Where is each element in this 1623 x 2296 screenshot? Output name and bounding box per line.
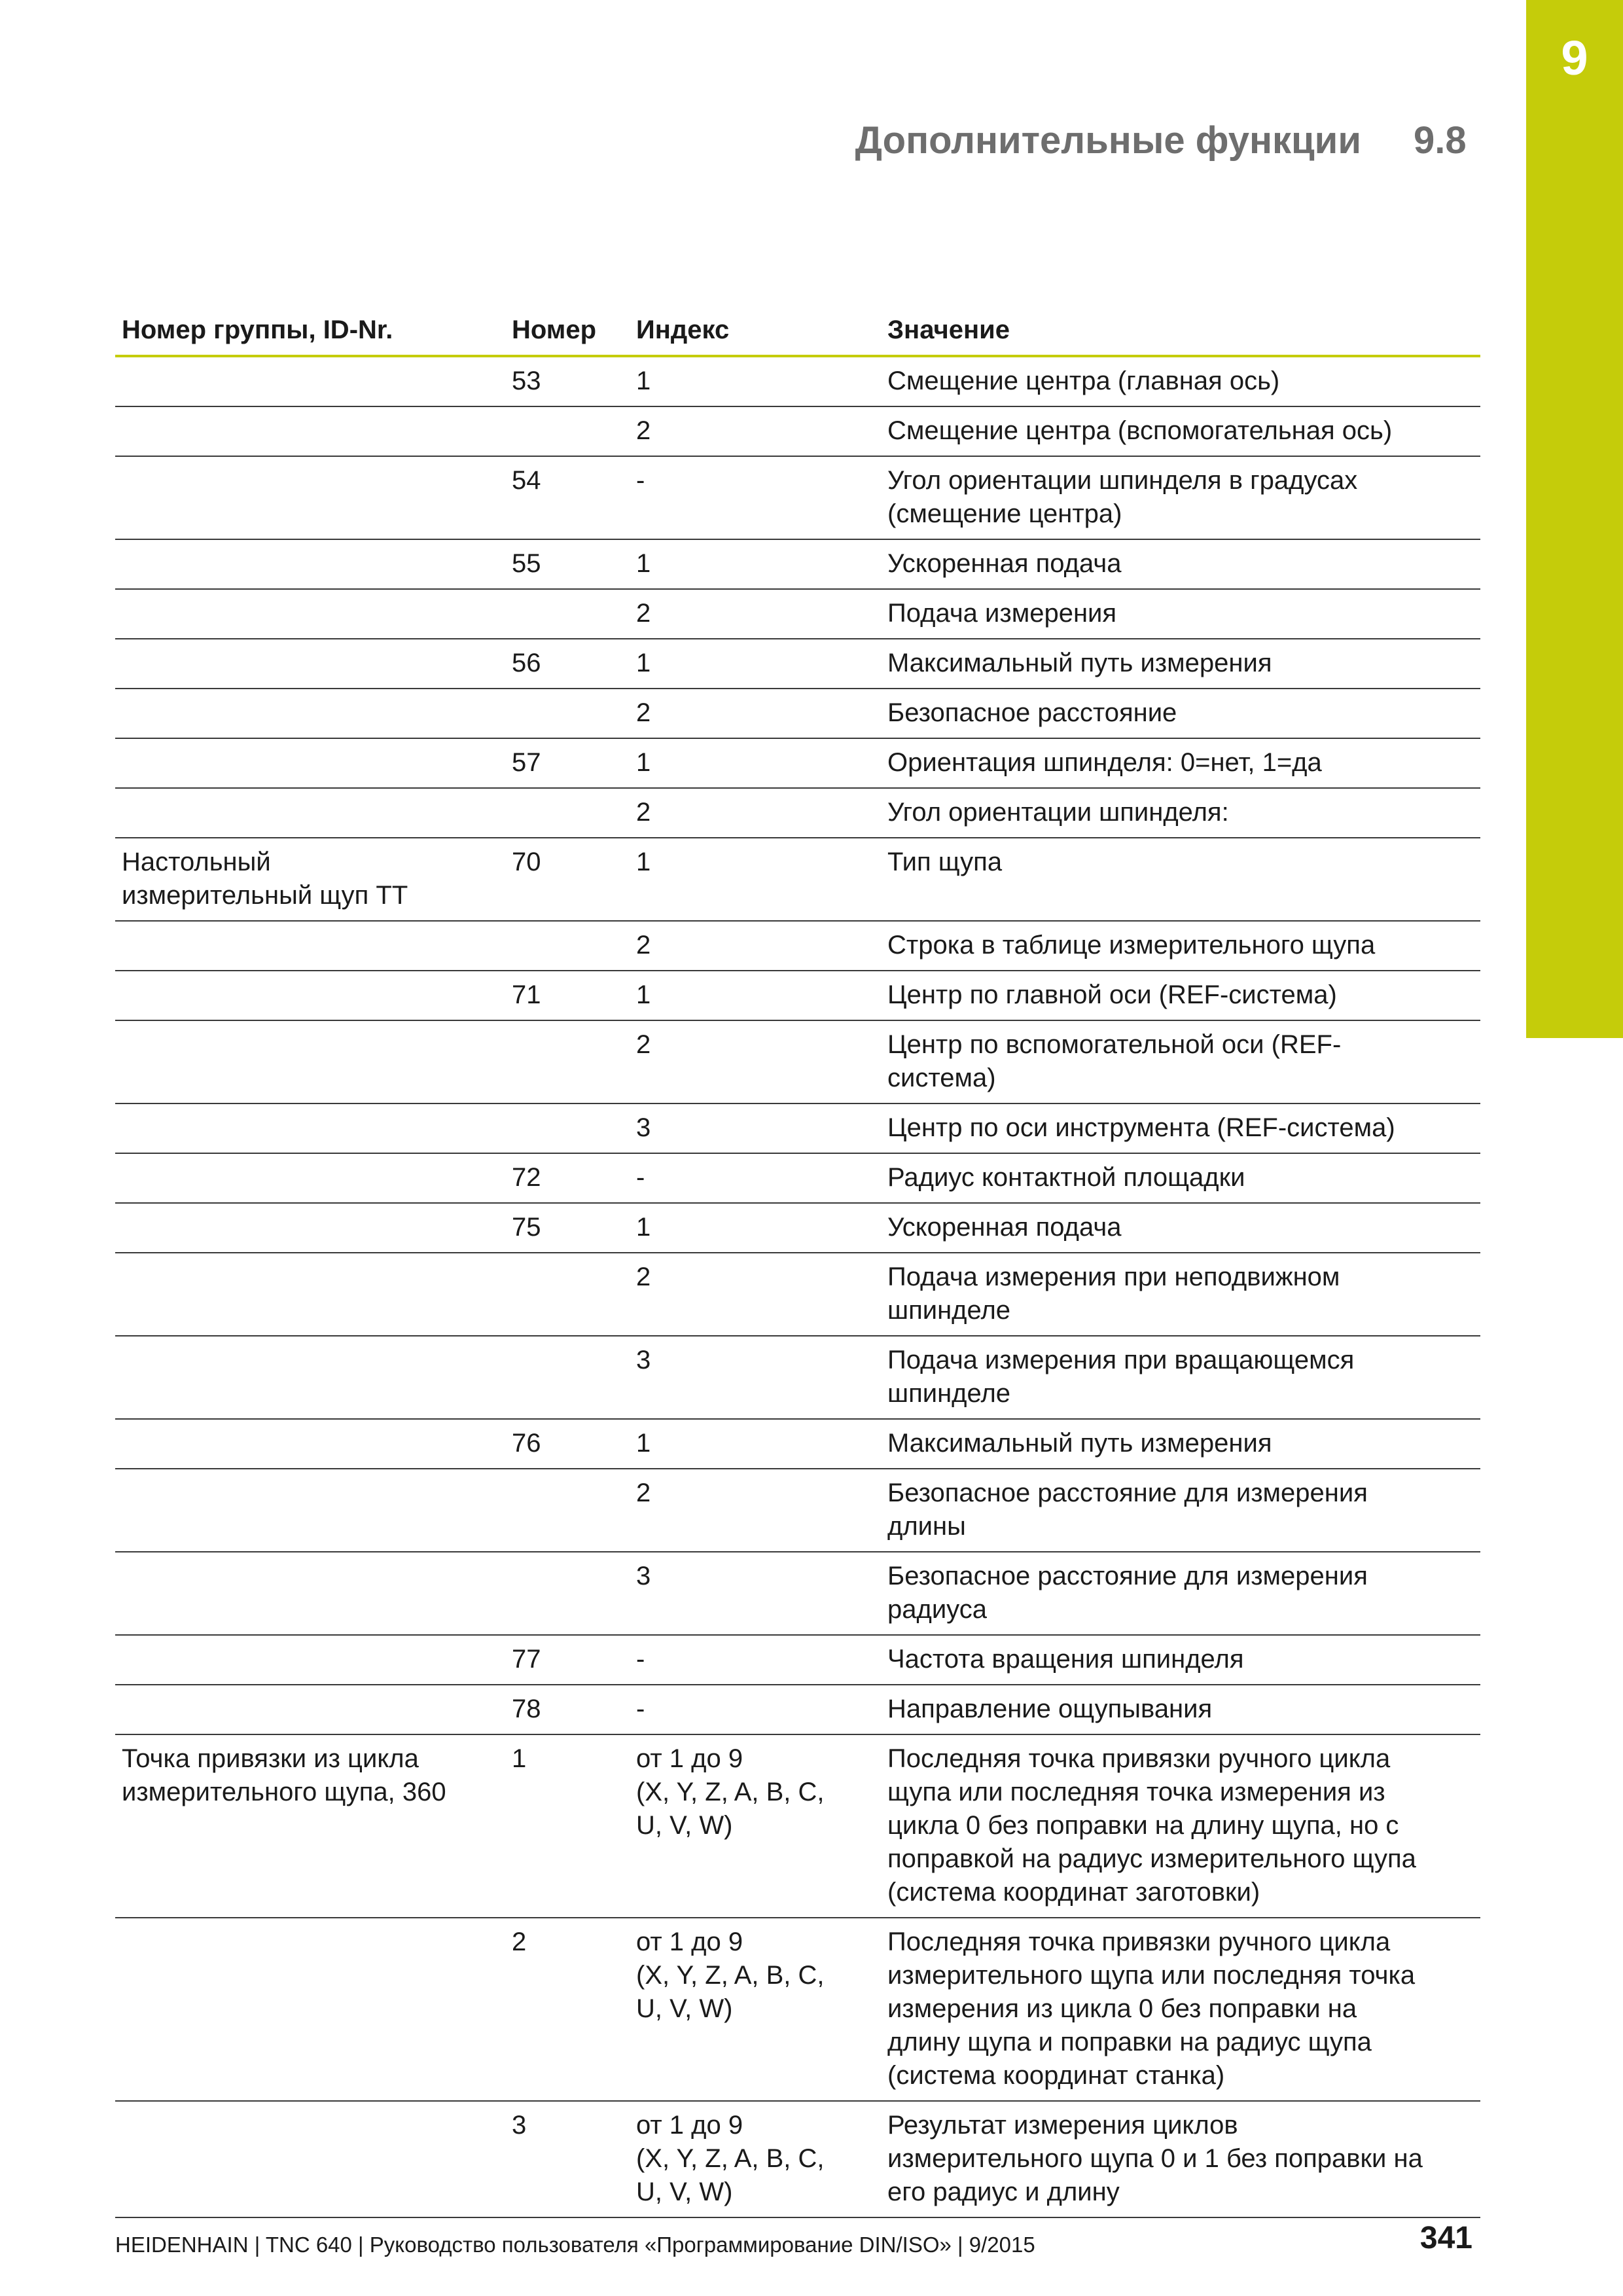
- table-row: [115, 1918, 1480, 2101]
- cell-meaning: [881, 738, 1480, 788]
- cell-index-line: -: [636, 1645, 645, 1674]
- cell-meaning-line: Направление ощупывания: [887, 1695, 1213, 1723]
- cell-meaning-line: (система координат станка): [887, 2061, 1225, 2090]
- table-row: [115, 838, 1480, 921]
- cell-index-line: 1: [636, 549, 651, 578]
- cell-meaning-line: (смещение центра): [887, 499, 1122, 528]
- cell-group: [115, 788, 505, 838]
- cell-number: 55: [505, 539, 630, 589]
- cell-index-line: 2: [636, 416, 651, 445]
- cell-meaning-line: длины: [887, 1512, 966, 1541]
- cell-number: [505, 1552, 630, 1635]
- cell-number: 1: [505, 1734, 630, 1918]
- cell-index: [630, 738, 881, 788]
- cell-index-line: 2: [636, 698, 651, 727]
- cell-meaning: [881, 689, 1480, 738]
- table-row: [115, 539, 1480, 589]
- cell-index: [630, 1635, 881, 1685]
- table-row: [115, 1685, 1480, 1734]
- cell-group: [115, 971, 505, 1020]
- cell-number: [505, 1253, 630, 1336]
- cell-group: [115, 838, 505, 921]
- cell-number: [505, 1103, 630, 1153]
- cell-index: [630, 639, 881, 689]
- cell-index-line: 2: [636, 1263, 651, 1291]
- column-header-meaning: Значение: [881, 308, 1480, 356]
- cell-meaning-line: Подача измерения при неподвижном: [887, 1263, 1340, 1291]
- cell-meaning-line: измерения из цикла 0 без поправки на: [887, 1994, 1357, 2023]
- cell-index-line: от 1 до 9: [636, 1744, 743, 1773]
- table-row: [115, 1336, 1480, 1419]
- cell-index-line: 3: [636, 1346, 651, 1374]
- cell-meaning-line: шпинделе: [887, 1379, 1011, 1408]
- cell-number: 2: [505, 1918, 630, 2101]
- cell-group: [115, 1635, 505, 1685]
- cell-number: 70: [505, 838, 630, 921]
- cell-meaning-line: Безопасное расстояние для измерения: [887, 1479, 1368, 1507]
- cell-meaning: [881, 1153, 1480, 1203]
- table-row: [115, 738, 1480, 788]
- cell-meaning-line: (система координат заготовки): [887, 1878, 1260, 1907]
- table-row: [115, 1253, 1480, 1336]
- cell-index: [630, 356, 881, 406]
- cell-number: 54: [505, 456, 630, 539]
- cell-index: [630, 1253, 881, 1336]
- table-header-row: [115, 308, 1480, 356]
- cell-index-line: (X, Y, Z, A, B, C,: [636, 2144, 825, 2173]
- cell-meaning: [881, 971, 1480, 1020]
- chapter-number: 9: [1561, 31, 1588, 85]
- cell-number: 72: [505, 1153, 630, 1203]
- cell-index-line: 2: [636, 1030, 651, 1059]
- table-row: [115, 1734, 1480, 1918]
- cell-index: [630, 539, 881, 589]
- table-row: [115, 1469, 1480, 1552]
- cell-meaning-line: Ориентация шпинделя: 0=нет, 1=да: [887, 748, 1322, 777]
- cell-index: [630, 1020, 881, 1103]
- cell-group: [115, 1419, 505, 1469]
- table-row: [115, 971, 1480, 1020]
- cell-meaning: [881, 356, 1480, 406]
- cell-group: [115, 689, 505, 738]
- cell-group: [115, 2101, 505, 2217]
- cell-group: [115, 1203, 505, 1253]
- cell-number: [505, 1336, 630, 1419]
- table-row: [115, 788, 1480, 838]
- column-header-index: Индекс: [630, 308, 881, 356]
- cell-group: [115, 1918, 505, 2101]
- cell-meaning-line: Строка в таблице измерительного щупа: [887, 931, 1376, 960]
- cell-number: 57: [505, 738, 630, 788]
- cell-group: [115, 1253, 505, 1336]
- cell-index-line: 1: [636, 1429, 651, 1458]
- cell-number: [505, 788, 630, 838]
- cell-group: [115, 1103, 505, 1153]
- cell-index: [630, 1918, 881, 2101]
- cell-group: [115, 1552, 505, 1635]
- cell-index: [630, 788, 881, 838]
- cell-meaning-line: система): [887, 1064, 996, 1092]
- cell-meaning-line: Подача измерения: [887, 599, 1117, 628]
- cell-index: [630, 1336, 881, 1419]
- cell-group-line: Настольный: [122, 848, 271, 876]
- cell-meaning: [881, 1419, 1480, 1469]
- cell-meaning-line: Максимальный путь измерения: [887, 649, 1272, 677]
- cell-meaning: [881, 1685, 1480, 1734]
- cell-group: [115, 921, 505, 971]
- cell-meaning-line: Безопасное расстояние для измерения: [887, 1562, 1368, 1590]
- cell-group: [115, 589, 505, 639]
- table-row: [115, 456, 1480, 539]
- cell-meaning: [881, 1918, 1480, 2101]
- cell-meaning: [881, 1635, 1480, 1685]
- cell-meaning: [881, 921, 1480, 971]
- cell-index: [630, 921, 881, 971]
- cell-index-line: от 1 до 9: [636, 1928, 743, 1956]
- cell-meaning: [881, 1552, 1480, 1635]
- cell-index-line: U, V, W): [636, 1994, 733, 2023]
- table-row: [115, 1020, 1480, 1103]
- cell-meaning: [881, 838, 1480, 921]
- chapter-tab: [1526, 0, 1623, 1038]
- cell-index: [630, 2101, 881, 2217]
- cell-meaning-line: Смещение центра (главная ось): [887, 367, 1280, 395]
- cell-group-line: Точка привязки из цикла: [122, 1744, 419, 1773]
- cell-group: [115, 456, 505, 539]
- cell-group: [115, 1020, 505, 1103]
- cell-meaning-line: цикла 0 без поправки на длину щупа, но с: [887, 1811, 1399, 1840]
- cell-index-line: U, V, W): [636, 1811, 733, 1840]
- cell-meaning: [881, 1253, 1480, 1336]
- cell-index: [630, 1103, 881, 1153]
- cell-meaning-line: Центр по вспомогательной оси (REF-: [887, 1030, 1342, 1059]
- cell-group: [115, 738, 505, 788]
- table-row: [115, 1203, 1480, 1253]
- cell-index-line: 2: [636, 798, 651, 827]
- cell-meaning-line: Безопасное расстояние: [887, 698, 1177, 727]
- table-row: [115, 921, 1480, 971]
- cell-meaning: [881, 1336, 1480, 1419]
- cell-meaning-line: шпинделе: [887, 1296, 1011, 1325]
- cell-number: 75: [505, 1203, 630, 1253]
- cell-index: [630, 406, 881, 456]
- cell-meaning-line: измерительного щупа 0 и 1 без поправки на: [887, 2144, 1423, 2173]
- cell-index: [630, 1552, 881, 1635]
- column-header-group: Номер группы, ID-Nr.: [115, 308, 505, 356]
- cell-number: 3: [505, 2101, 630, 2217]
- cell-meaning: [881, 639, 1480, 689]
- cell-meaning-line: Угол ориентации шпинделя в градусах: [887, 466, 1358, 495]
- cell-meaning: [881, 456, 1480, 539]
- table-row: [115, 589, 1480, 639]
- table-row: [115, 1552, 1480, 1635]
- cell-number: 53: [505, 356, 630, 406]
- parameter-table: [115, 308, 1480, 2218]
- cell-meaning-line: щупа или последняя точка измерения из: [887, 1778, 1385, 1806]
- cell-index: [630, 971, 881, 1020]
- cell-meaning-line: Центр по оси инструмента (REF-система): [887, 1113, 1395, 1142]
- cell-group: [115, 1153, 505, 1203]
- cell-index: [630, 1153, 881, 1203]
- cell-index: [630, 1419, 881, 1469]
- cell-number: 76: [505, 1419, 630, 1469]
- cell-index-line: -: [636, 1163, 645, 1192]
- cell-index-line: 1: [636, 848, 651, 876]
- table-row: [115, 689, 1480, 738]
- cell-number: [505, 406, 630, 456]
- cell-meaning-line: Смещение центра (вспомогательная ось): [887, 416, 1393, 445]
- cell-index-line: (X, Y, Z, A, B, C,: [636, 1961, 825, 1990]
- cell-group: [115, 406, 505, 456]
- cell-number: 78: [505, 1685, 630, 1734]
- cell-index: [630, 1203, 881, 1253]
- cell-index-line: от 1 до 9: [636, 2111, 743, 2140]
- cell-group-line: измерительный щуп TT: [122, 881, 408, 910]
- table-header: [115, 308, 1480, 356]
- cell-number: [505, 589, 630, 639]
- cell-meaning-line: его радиус и длину: [887, 2178, 1120, 2206]
- cell-index-line: 2: [636, 1479, 651, 1507]
- cell-meaning-line: поправкой на радиус измерительного щупа: [887, 1844, 1416, 1873]
- cell-number: [505, 1469, 630, 1552]
- table-row: [115, 1153, 1480, 1203]
- cell-number: [505, 689, 630, 738]
- cell-index-line: 2: [636, 599, 651, 628]
- cell-index-line: 1: [636, 1213, 651, 1242]
- table-row: [115, 1103, 1480, 1153]
- page-number: 341: [1419, 2221, 1472, 2255]
- cell-number: 71: [505, 971, 630, 1020]
- cell-meaning-line: измерительного щупа или последняя точка: [887, 1961, 1416, 1990]
- cell-index-line: -: [636, 466, 645, 495]
- cell-meaning-line: Ускоренная подача: [887, 549, 1122, 578]
- cell-meaning-line: длину щупа и поправки на радиус щупа: [887, 2028, 1372, 2056]
- table-row: [115, 356, 1480, 406]
- cell-meaning: [881, 788, 1480, 838]
- cell-index-line: 3: [636, 1562, 651, 1590]
- cell-index-line: 1: [636, 649, 651, 677]
- cell-group: [115, 539, 505, 589]
- page-title: Дополнительные функции: [855, 119, 1361, 162]
- table-row: [115, 2101, 1480, 2217]
- cell-meaning-line: Центр по главной оси (REF-система): [887, 980, 1337, 1009]
- cell-index-line: 1: [636, 367, 651, 395]
- cell-meaning-line: Радиус контактной площадки: [887, 1163, 1245, 1192]
- cell-meaning: [881, 2101, 1480, 2217]
- cell-group: [115, 1336, 505, 1419]
- cell-group-line: измерительного щупа, 360: [122, 1778, 446, 1806]
- table-row: [115, 1419, 1480, 1469]
- cell-meaning: [881, 1734, 1480, 1918]
- cell-index-line: -: [636, 1695, 645, 1723]
- cell-meaning-line: Угол ориентации шпинделя:: [887, 798, 1229, 827]
- cell-index: [630, 589, 881, 639]
- cell-meaning-line: радиуса: [887, 1595, 987, 1624]
- cell-meaning-line: Максимальный путь измерения: [887, 1429, 1272, 1458]
- cell-index-line: 2: [636, 931, 651, 960]
- cell-group: [115, 356, 505, 406]
- cell-meaning: [881, 1203, 1480, 1253]
- table-body: [115, 356, 1480, 2217]
- cell-meaning: [881, 406, 1480, 456]
- cell-group: [115, 1469, 505, 1552]
- cell-meaning: [881, 1020, 1480, 1103]
- cell-index: [630, 1734, 881, 1918]
- cell-index: [630, 1685, 881, 1734]
- footer-text: HEIDENHAIN | TNC 640 | Руководство пользователя «Программирование DIN/ISO» | 9/2015: [115, 2233, 1035, 2257]
- cell-index-line: U, V, W): [636, 2178, 733, 2206]
- cell-meaning-line: Тип щупа: [887, 848, 1003, 876]
- cell-number: [505, 921, 630, 971]
- cell-index: [630, 838, 881, 921]
- cell-meaning: [881, 589, 1480, 639]
- cell-meaning-line: Подача измерения при вращающемся: [887, 1346, 1355, 1374]
- section-number: 9.8: [1414, 119, 1467, 162]
- cell-meaning-line: Частота вращения шпинделя: [887, 1645, 1244, 1674]
- cell-group: [115, 1734, 505, 1918]
- cell-meaning-line: Последняя точка привязки ручного цикла: [887, 1744, 1391, 1773]
- cell-meaning-line: Последняя точка привязки ручного цикла: [887, 1928, 1391, 1956]
- cell-meaning-line: Результат измерения циклов: [887, 2111, 1238, 2140]
- table-row: [115, 1635, 1480, 1685]
- cell-meaning: [881, 1103, 1480, 1153]
- cell-index: [630, 456, 881, 539]
- cell-group: [115, 639, 505, 689]
- cell-group: [115, 1685, 505, 1734]
- cell-meaning: [881, 1469, 1480, 1552]
- cell-number: 77: [505, 1635, 630, 1685]
- cell-index-line: (X, Y, Z, A, B, C,: [636, 1778, 825, 1806]
- cell-meaning-line: Ускоренная подача: [887, 1213, 1122, 1242]
- cell-meaning: [881, 539, 1480, 589]
- cell-number: 56: [505, 639, 630, 689]
- cell-index-line: 1: [636, 980, 651, 1009]
- table-row: [115, 406, 1480, 456]
- cell-index-line: 3: [636, 1113, 651, 1142]
- cell-index: [630, 1469, 881, 1552]
- cell-index-line: 1: [636, 748, 651, 777]
- cell-index: [630, 689, 881, 738]
- column-header-number: Номер: [505, 308, 630, 356]
- cell-number: [505, 1020, 630, 1103]
- table-row: [115, 639, 1480, 689]
